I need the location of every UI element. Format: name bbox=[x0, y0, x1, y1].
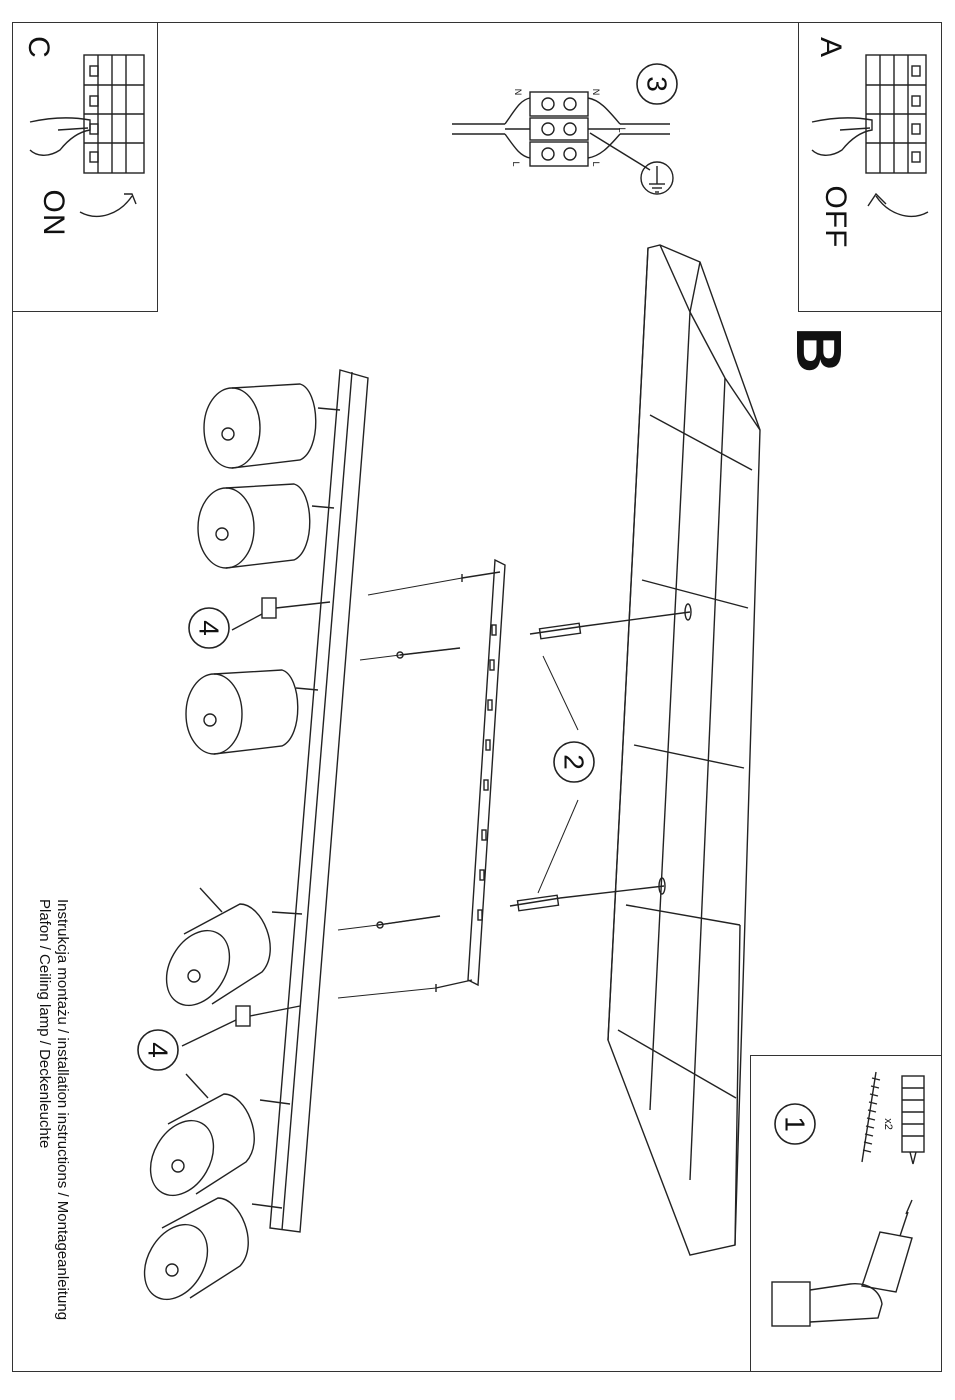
ceiling-screws-dowels bbox=[510, 604, 691, 911]
terminal-block bbox=[452, 92, 670, 170]
cover-cap-top bbox=[232, 598, 330, 630]
step-4-top-label: 4 bbox=[193, 620, 225, 636]
drill-icon bbox=[772, 1200, 912, 1326]
panel-c-state: ON bbox=[37, 189, 70, 237]
terminal-l-right: L bbox=[617, 127, 627, 133]
step-4-bottom-label: 4 bbox=[142, 1042, 174, 1058]
step-1-label: 1 bbox=[779, 1116, 811, 1132]
spot-head-2 bbox=[198, 484, 334, 568]
dowel-icon bbox=[902, 1076, 924, 1164]
terminal-n-top-right: N bbox=[591, 88, 601, 96]
ceiling-tiles bbox=[608, 245, 760, 1255]
step-2-label: 2 bbox=[558, 754, 590, 770]
screw-icon bbox=[862, 1072, 880, 1162]
arrow-a bbox=[868, 194, 928, 216]
terminal-l-bottom: L bbox=[511, 161, 521, 167]
caption-line-1: Instrukcja montażu / installation instructions / Montageanleitung bbox=[54, 899, 71, 1321]
hand-a bbox=[812, 118, 872, 155]
ground-symbol-icon bbox=[641, 162, 673, 194]
spot-head-1 bbox=[204, 384, 340, 468]
kit-quantity: x2 bbox=[882, 1118, 894, 1130]
breaker-box-a bbox=[866, 55, 926, 173]
section-b-letter: B bbox=[783, 326, 855, 374]
spot-head-5 bbox=[138, 1074, 290, 1207]
panel-a-letter: A bbox=[814, 36, 847, 57]
step-3-label: 3 bbox=[641, 76, 673, 92]
spot-head-4 bbox=[154, 888, 302, 1017]
spot-head-6 bbox=[132, 1198, 282, 1311]
panel-c-letter: C bbox=[22, 36, 55, 58]
hand-c bbox=[30, 118, 90, 155]
breaker-box-c bbox=[84, 55, 144, 173]
long-screws bbox=[377, 648, 460, 928]
terminal-n-top: N bbox=[513, 88, 523, 96]
arrow-c bbox=[80, 194, 136, 216]
caption-line-2: Plafon / Ceiling lamp / Deckenleuchte bbox=[36, 899, 53, 1149]
terminal-l-bottom-right: L bbox=[591, 161, 601, 167]
spot-head-3 bbox=[186, 670, 318, 754]
panel-a-state: OFF bbox=[819, 185, 852, 249]
cover-cap-bottom bbox=[182, 1006, 300, 1046]
mounting-bracket bbox=[468, 560, 505, 985]
guide-lines bbox=[338, 578, 578, 998]
